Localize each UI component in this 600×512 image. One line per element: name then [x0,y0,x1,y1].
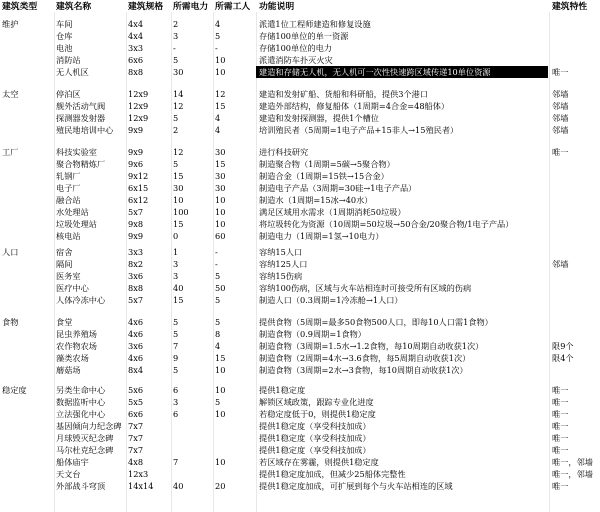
cell-size[interactable]: 12x9 [128,101,149,111]
cell-feature[interactable]: 邻墙 [552,113,569,123]
cell-workers[interactable]: 10 [215,365,226,375]
cell-name[interactable]: 聚合物精炼厂 [56,159,106,169]
cell-name[interactable]: 天文台 [56,469,81,479]
cell-name[interactable]: 殖民地培训中心 [56,125,114,135]
cell-feature[interactable]: 唯一 [552,67,569,77]
cell-size[interactable]: 5x7 [128,295,144,305]
header-row [0,1,600,13]
cell-name[interactable]: 车间 [56,19,73,29]
cell-size[interactable]: 4x8 [128,457,144,467]
cell-size[interactable]: 8x8 [128,67,144,77]
cell-desc[interactable]: 存储100单位的单一资源 [259,31,349,41]
cell-size[interactable]: 6x12 [128,195,149,205]
table-row[interactable] [0,66,600,78]
cell-power[interactable]: 3 [173,397,179,407]
cell-workers[interactable]: 20 [215,481,226,491]
cell-power[interactable]: 30 [173,67,184,77]
cell-size[interactable]: 8x2 [128,259,144,269]
cell-size[interactable]: 8x4 [128,365,144,375]
table-row[interactable] [0,194,600,206]
table-row[interactable] [0,88,600,100]
header-name: 建筑名称 [56,2,92,12]
cell-workers[interactable]: 10 [215,385,226,395]
table-row[interactable] [0,42,600,54]
cell-desc[interactable]: 建造和发射探测器，提供1个槽位 [259,113,379,123]
cell-workers[interactable]: 30 [215,171,226,181]
header-feature: 建筑特性 [552,2,588,12]
cell-name[interactable]: 船体庙宇 [56,457,89,467]
cell-size[interactable]: 6x6 [128,409,144,419]
cell-name[interactable]: 马尔杜克纪念碑 [56,445,114,455]
cell-desc[interactable]: 制造电力（1周期=1氢→10电力） [259,231,384,241]
cell-type[interactable]: 食物 [2,317,19,327]
cell-feature[interactable]: 邻墙 [552,259,569,269]
cell-desc[interactable]: 容纳15伤病 [259,271,303,281]
table-row[interactable] [0,444,600,456]
cell-workers[interactable]: 4 [215,125,221,135]
cell-power[interactable]: 5 [173,159,179,169]
cell-workers[interactable]: 5 [215,397,221,407]
cell-name[interactable]: 轧钢厂 [56,171,81,181]
header-power: 所需电力 [173,2,209,12]
cell-workers[interactable]: 30 [215,183,226,193]
table-row[interactable] [0,182,600,194]
cell-name[interactable]: 舰外活动气阀 [56,101,106,111]
cell-power[interactable]: 3 [173,31,179,41]
cell-name[interactable]: 核电站 [56,231,81,241]
cell-feature[interactable]: 限9个 [552,341,574,351]
table-row[interactable] [0,146,600,158]
table-row[interactable] [0,112,600,124]
cell-name[interactable]: 隔间 [56,259,73,269]
cell-workers[interactable]: 10 [215,195,226,205]
cell-type[interactable]: 人口 [2,247,19,257]
cell-power[interactable]: 5 [173,365,179,375]
cell-name[interactable]: 电子厂 [56,183,81,193]
cell-workers[interactable]: 4 [215,341,221,351]
cell-size[interactable]: 7x7 [128,433,144,443]
cell-size[interactable]: 14x14 [128,481,154,491]
cell-name[interactable]: 医疗中心 [56,283,89,293]
cell-size[interactable]: 9x9 [128,231,144,241]
cell-workers[interactable]: 10 [215,219,226,229]
cell-power[interactable]: 1 [173,247,179,257]
cell-desc[interactable]: 容纳100伤病，区域与火车站相连时可接受所有区域的伤病 [259,283,472,293]
cell-size[interactable]: 9x12 [128,171,149,181]
cell-feature[interactable]: 邻墙 [552,125,569,135]
cell-size[interactable]: 9x9 [128,125,144,135]
cell-desc[interactable]: 提供食物（5周期=最多50食物500人口，即每10人口需1食物） [259,317,493,327]
table-row[interactable] [0,340,600,352]
cell-workers[interactable]: 8 [215,329,221,339]
cell-workers[interactable]: 50 [215,283,226,293]
cell-name[interactable]: 水处理站 [56,207,89,217]
cell-power[interactable]: 15 [173,171,184,181]
cell-power[interactable]: 7 [173,457,179,467]
table-row[interactable] [0,480,600,492]
cell-name[interactable]: 宿舍 [56,247,73,257]
cell-size[interactable]: 3x3 [128,247,144,257]
cell-desc[interactable]: 进行科技研究 [259,147,309,157]
cell-name[interactable]: 基因倾向力纪念碑 [56,421,122,431]
cell-size[interactable]: 3x6 [128,341,144,351]
cell-workers[interactable]: - [215,259,218,269]
cell-desc[interactable]: 提供1稳定度（享受科技加成） [259,421,371,431]
cell-name[interactable]: 医务室 [56,271,81,281]
cell-power[interactable]: 10 [173,195,184,205]
cell-desc[interactable]: 提供1稳定度加成，但减少25船体完整性 [259,469,406,479]
cell-name[interactable]: 月球毁灭纪念碑 [56,433,114,443]
table-row[interactable] [0,54,600,66]
cell-type[interactable]: 维护 [2,19,19,29]
cell-size[interactable]: 9x8 [128,219,144,229]
cell-power[interactable]: 3 [173,259,179,269]
table-row[interactable] [0,420,600,432]
cell-size[interactable]: 6x15 [128,183,149,193]
cell-power[interactable]: 0 [173,231,179,241]
cell-name[interactable]: 无人机区 [56,67,89,77]
cell-size[interactable]: 9x9 [128,147,144,157]
cell-workers[interactable]: 10 [215,67,226,77]
cell-workers[interactable]: 10 [215,55,226,65]
table-row[interactable] [0,282,600,294]
cell-feature[interactable]: 唯一 [552,421,569,431]
cell-name[interactable]: 数据监听中心 [56,397,106,407]
table-row[interactable] [0,124,600,136]
table-row[interactable] [0,218,600,230]
cell-power[interactable]: 14 [173,89,184,99]
cell-power[interactable]: 2 [173,19,179,29]
cell-feature[interactable]: 唯一 [552,445,569,455]
cell-desc[interactable]: 解锁区域政策，跟踪专业化进度 [259,397,374,407]
cell-desc[interactable]: 建造外部结构，修复船体（1周期=4合金=48船体） [259,101,450,111]
cell-size[interactable]: 5x6 [128,385,144,395]
table-row[interactable] [0,352,600,364]
cell-power[interactable]: 5 [173,317,179,327]
cell-desc[interactable]: 培训殖民者（5周期=1电子产品+15非人→15殖民者） [259,125,459,135]
header-desc: 功能说明 [259,2,295,12]
cell-name[interactable]: 垃圾处理站 [56,219,97,229]
cell-desc[interactable]: 建造和存储无人机，无人机可一次性快速跨区域传递10单位资源 [259,67,491,77]
table-row[interactable] [0,316,600,328]
cell-name[interactable]: 电池 [56,43,73,53]
cell-power[interactable]: 6 [173,409,179,419]
cell-workers[interactable]: 5 [215,295,221,305]
cell-name[interactable]: 探测器发射器 [56,113,106,123]
cell-power[interactable]: 6 [173,385,179,395]
cell-workers[interactable]: 4 [215,19,221,29]
cell-size[interactable]: 4x4 [128,31,144,41]
table-row[interactable] [0,206,600,218]
cell-desc[interactable]: 派遣消防车扑灭火灾 [259,55,333,65]
cell-power[interactable]: 15 [173,219,184,229]
cell-size[interactable]: 3x3 [128,43,144,53]
cell-workers[interactable]: 10 [215,207,226,217]
cell-desc[interactable]: 提供1稳定度（享受科技加成） [259,445,371,455]
cell-power[interactable]: 3 [173,271,179,281]
cell-power[interactable]: 2 [173,125,179,135]
header-size: 建筑规格 [128,2,164,12]
cell-workers[interactable]: 60 [215,231,226,241]
cell-size[interactable]: 8x8 [128,283,144,293]
cell-desc[interactable]: 派遣1位工程师建造和修复设施 [259,19,371,29]
cell-feature[interactable]: 唯一 [552,433,569,443]
cell-workers[interactable]: 4 [215,113,221,123]
cell-power[interactable]: 5 [173,55,179,65]
cell-workers[interactable]: 15 [215,353,226,363]
cell-feature[interactable]: 限4个 [552,353,574,363]
table-row[interactable] [0,30,600,42]
cell-workers[interactable]: 15 [215,159,226,169]
cell-size[interactable]: 4x6 [128,329,144,339]
table-row[interactable] [0,258,600,270]
cell-size[interactable]: 7x7 [128,445,144,455]
cell-desc[interactable]: 将垃圾转化为资源（10周期=50垃圾→50合金/20聚合物/1电子产品） [259,219,514,229]
table-row[interactable] [0,468,600,480]
table-row[interactable] [0,328,600,340]
cell-name[interactable]: 仓库 [56,31,73,41]
table-row[interactable] [0,170,600,182]
cell-size[interactable]: 4x6 [128,317,144,327]
cell-desc[interactable]: 制造水（1周期=15冰→40水） [259,195,373,205]
cell-name[interactable]: 食堂 [56,317,73,327]
cell-name[interactable]: 立法强化中心 [56,409,106,419]
cell-power[interactable]: 7 [173,341,179,351]
table-row[interactable] [0,408,600,420]
cell-size[interactable]: 5x5 [128,397,144,407]
cell-size[interactable]: 3x6 [128,271,144,281]
cell-name[interactable]: 藻类农场 [56,353,89,363]
cell-feature[interactable]: 唯一 [552,397,569,407]
cell-desc[interactable]: 制造聚合物（1周期=5碳→5聚合物） [259,159,395,169]
cell-name[interactable]: 消防站 [56,55,81,65]
cell-size[interactable]: 4x4 [128,19,144,29]
cell-size[interactable]: 4x6 [128,353,144,363]
cell-power[interactable]: - [173,43,176,53]
cell-desc[interactable]: 制造食物（3周期=1.5水→1.2食物，每10周期自动收获1次） [259,341,484,351]
cell-desc[interactable]: 建造和发射矿船、货船和科研船，提供3个港口 [259,89,428,99]
cell-power[interactable]: 40 [173,481,184,491]
table-row[interactable] [0,158,600,170]
cell-desc[interactable]: 制造合金（1周期=15铁→15合金） [259,171,389,181]
cell-feature[interactable]: 邻墙 [552,89,569,99]
cell-feature[interactable]: 唯一 [552,409,569,419]
cell-name[interactable]: 科技实验室 [56,147,97,157]
cell-name[interactable]: 外部战斗穹顶 [56,481,106,491]
cell-name[interactable]: 融合站 [56,195,81,205]
cell-desc[interactable]: 若稳定度低于0，则提供1稳定度 [259,409,376,419]
cell-type[interactable]: 稳定度 [2,385,27,395]
header-workers: 所需工人 [215,2,251,12]
cell-size[interactable]: 12x9 [128,113,149,123]
table-row[interactable] [0,432,600,444]
cell-power[interactable]: 15 [173,295,184,305]
cell-desc[interactable]: 若区域存在雾霾，则提供1稳定度 [259,457,379,467]
table-row[interactable] [0,396,600,408]
cell-desc[interactable]: 制造电子产品（3周期=30硅→1电子产品） [259,183,417,193]
cell-feature[interactable]: 唯一 [552,147,569,157]
cell-type[interactable]: 工厂 [2,147,19,157]
table-row[interactable] [0,384,600,396]
cell-workers[interactable]: 30 [215,147,226,157]
cell-name[interactable]: 蘑菇场 [56,365,81,375]
cell-size[interactable]: 12x9 [128,89,149,99]
cell-name[interactable]: 另类生命中心 [56,385,106,395]
cell-workers[interactable]: 12 [215,89,226,99]
cell-workers[interactable]: 15 [215,101,226,111]
cell-desc[interactable]: 容纳15人口 [259,247,303,257]
cell-name[interactable]: 停泊区 [56,89,81,99]
cell-size[interactable]: 6x6 [128,55,144,65]
cell-size[interactable]: 7x7 [128,421,144,431]
cell-power[interactable]: 12 [173,101,184,111]
table-row[interactable] [0,246,600,258]
table-row[interactable] [0,270,600,282]
cell-desc[interactable]: 满足区域用水需求（1周期消耗50垃圾） [259,207,406,217]
cell-desc[interactable]: 提供1稳定度加成，可扩展到每个与火车站相连的区域 [259,481,453,491]
cell-name[interactable]: 昆虫养殖场 [56,329,97,339]
cell-desc[interactable]: 提供1稳定度（享受科技加成） [259,433,371,443]
cell-workers[interactable]: 5 [215,317,221,327]
cell-power[interactable]: 12 [173,147,184,157]
cell-type[interactable]: 太空 [2,89,19,99]
cell-feature[interactable]: 唯一 [552,481,569,491]
table-row[interactable] [0,230,600,242]
cell-desc[interactable]: 提供1稳定度 [259,385,306,395]
header-type: 建筑类型 [2,2,38,12]
cell-workers[interactable]: - [215,247,218,257]
cell-workers[interactable]: - [215,43,218,53]
cell-feature[interactable]: 唯一 [552,385,569,395]
cell-feature[interactable]: 唯一，邻墙 [552,469,593,479]
cell-workers[interactable]: 10 [215,457,226,467]
table-row[interactable] [0,100,600,112]
cell-size[interactable]: 9x6 [128,159,144,169]
cell-desc[interactable]: 制造食物（3周期=2水→3食物，每10周期自动收获1次） [259,365,468,375]
table-row[interactable] [0,18,600,30]
cell-power[interactable]: 5 [173,113,179,123]
table-row[interactable] [0,456,600,468]
cell-name[interactable]: 农作物农场 [56,341,97,351]
cell-size[interactable]: 5x7 [128,207,144,217]
cell-desc[interactable]: 制造人口（0.3周期=1冷冻舱→1人口） [259,295,403,305]
cell-desc[interactable]: 制造食物（0.9周期=1食物） [259,329,366,339]
cell-power[interactable]: 30 [173,183,184,193]
cell-feature[interactable]: 邻墙 [552,101,569,111]
cell-power[interactable]: 40 [173,283,184,293]
cell-feature[interactable]: 唯一，邻墙 [552,457,593,467]
cell-power[interactable]: 5 [173,329,179,339]
cell-desc[interactable]: 存储100单位的电力 [259,43,332,53]
table-row[interactable] [0,364,600,376]
cell-desc[interactable]: 容纳125人口 [259,259,308,269]
cell-power[interactable]: 9 [173,353,179,363]
cell-workers[interactable]: 10 [215,409,226,419]
cell-desc[interactable]: 制造食物（2周期=4水→3.6食物，每5周期自动收获1次） [259,353,471,363]
cell-name[interactable]: 人体冷冻中心 [56,295,106,305]
cell-workers[interactable]: 5 [215,31,221,41]
table-row[interactable] [0,294,600,306]
cell-workers[interactable]: 5 [215,271,221,281]
cell-power[interactable]: 100 [173,207,189,217]
cell-size[interactable]: 12x3 [128,469,149,479]
